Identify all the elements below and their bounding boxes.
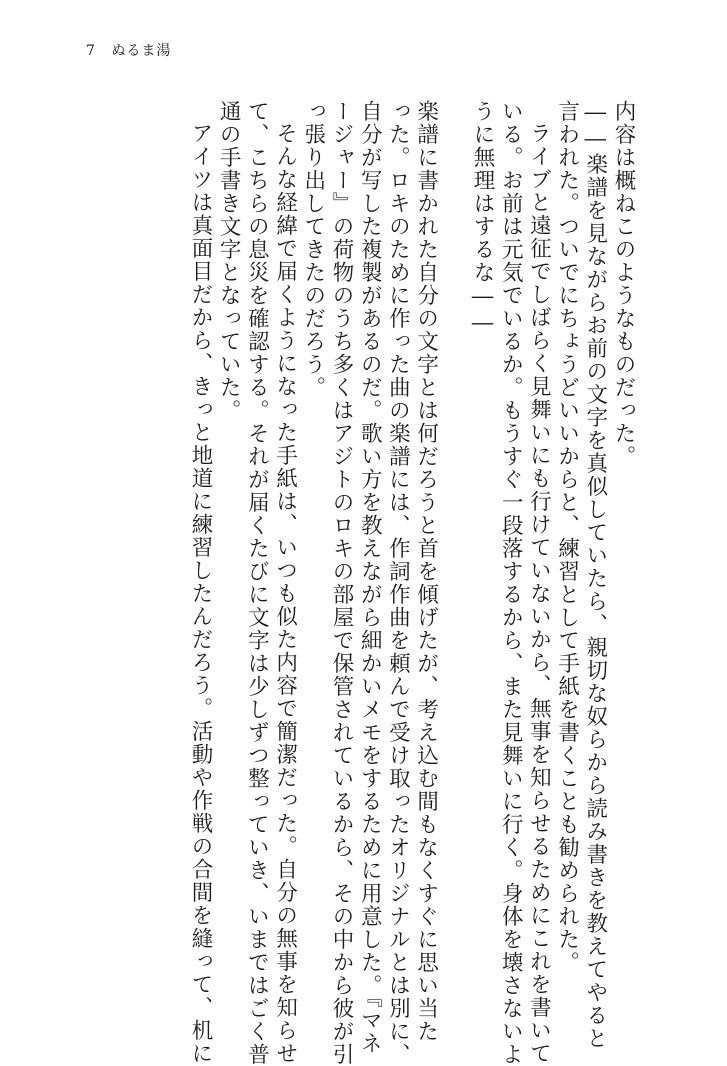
text-line-9: 自分が写した複製があるのだ。歌い方を教えながら細かいメモをするために用意した。『マネ <box>357 100 383 1056</box>
text-line-6: うに無理はするな―― <box>469 100 495 337</box>
text-line-14: 通の手書き文字となっていた。 <box>216 100 242 422</box>
text-line-8: った。ロキのために作った曲の楽譜には、作詞作曲を頼んで受け取ったオリジナルとは別に、 <box>385 100 411 1066</box>
text-line-1: 内容は概ねこのようなものだった。 <box>611 100 636 468</box>
text-line-4: ライブと遠征でしばらく見舞いにも行けていないから、無事を知らせるためにこれを書いて <box>526 121 552 1065</box>
blank-line <box>440 100 468 980</box>
running-head <box>86 40 171 60</box>
text-line-10: ージャー』の荷物のうち多くはアジトのロキの部屋で保管されているから、その中から彼が引 <box>328 100 354 1066</box>
text-line-12: そんな経緯で届くようになった手紙は、いつも似た内容で簡潔だった。自分の無事を知らせ <box>272 121 298 1065</box>
text-line-3: 言われた。ついでにちょうどいいからと、練習として手紙を書くことも勧められた。 <box>554 100 580 974</box>
vertical-text-body <box>186 100 637 1066</box>
text-line-5: いる。お前は元気でいるか。もうすぐ一段落するから、また見舞いに行く。身体を壊さないよ <box>498 100 524 1066</box>
chapter-title: ぬるま湯 <box>111 43 172 59</box>
text-line-15: アイツは真面目だから、きっと地道に練習したんだろう。活動や作戦の合間を縫って、机に <box>187 121 213 1065</box>
text-line-2: ――楽譜を見ながらお前の文字を真似していたら、親切な奴らから読み書きを教えてやると <box>582 100 608 1050</box>
page-number: 7 <box>86 43 96 59</box>
text-line-11: っ張り出してきたのだろう。 <box>300 100 326 399</box>
text-line-7: 楽譜に書かれた自分の文字とは何だろうと首を傾げたが、考え込む間もなくすぐに思い当た <box>413 100 439 1043</box>
text-line-13: て、こちらの息災を確認する。それが届くたびに文字は少しずつ整っていき、いまではごく普 <box>244 100 270 1066</box>
